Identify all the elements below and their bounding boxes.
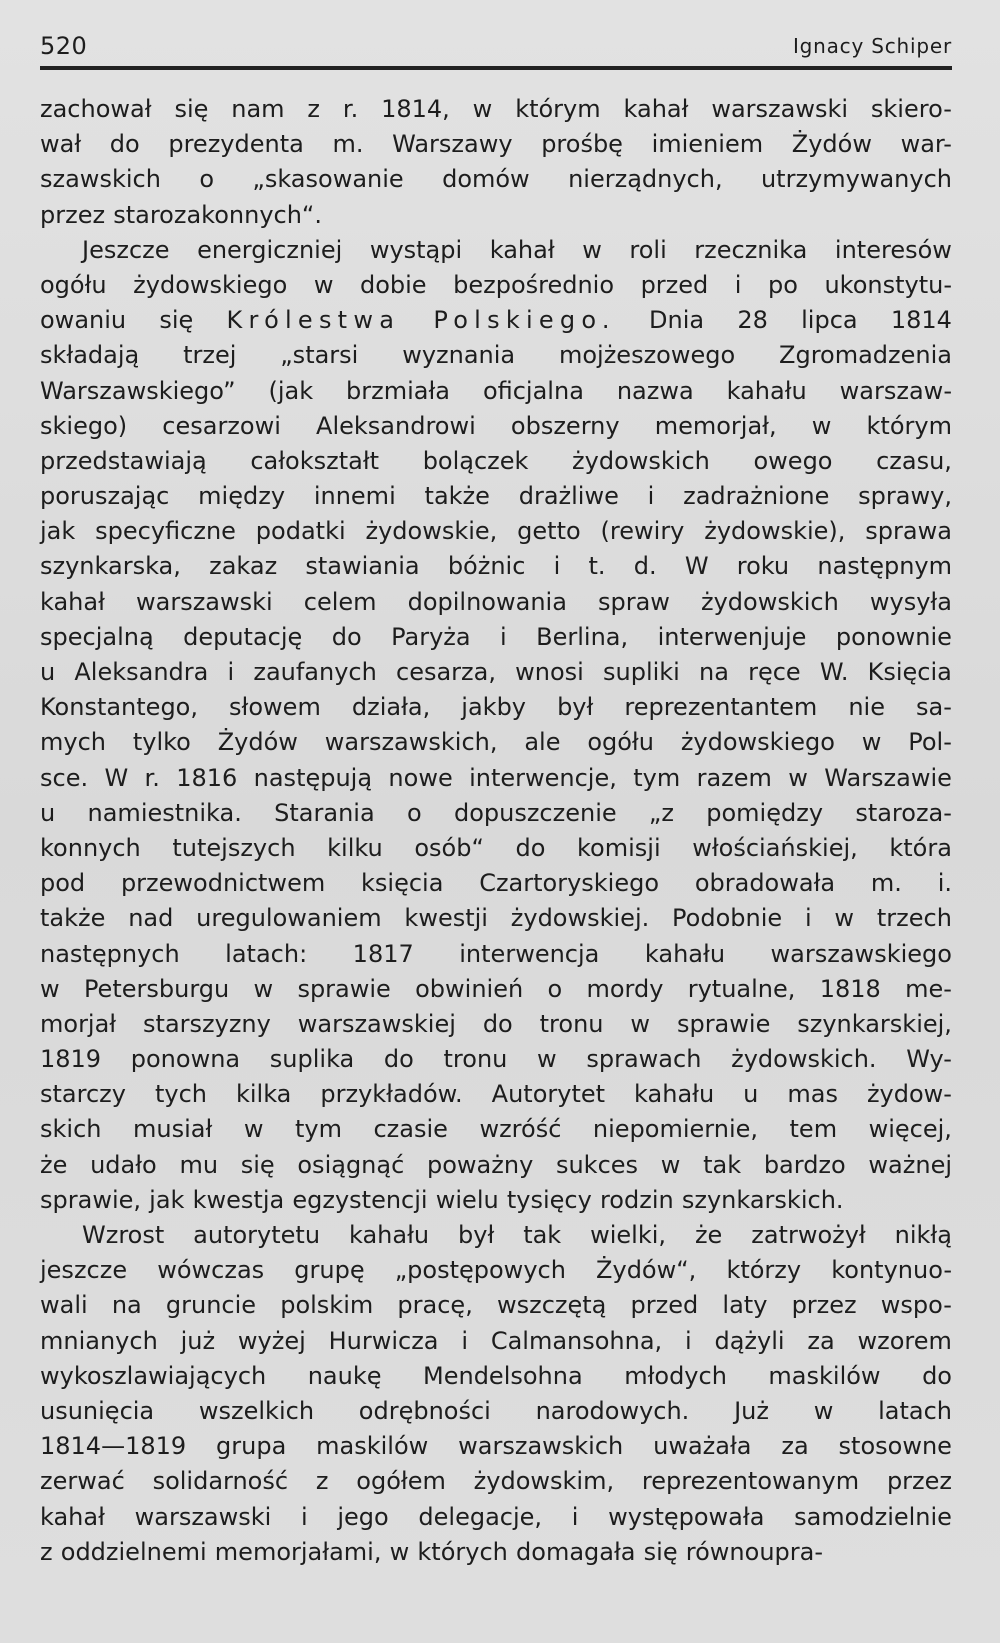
text-line: wykoszlawiających naukę Mendelsohna młodych maskilów do [40, 1361, 952, 1390]
text-line: Warszawskiego” (jak brzmiała oficjalna nazwa kahału warszaw- [40, 376, 952, 405]
text-line: 1819 ponowna suplika do tronu w sprawach żydowskich. Wy- [40, 1045, 952, 1074]
header-rule [40, 66, 952, 70]
text-line: zerwać solidarność z ogółem żydowskim, reprezentowanym przez [40, 1467, 952, 1496]
text-line: Wzrost autorytetu kahału był tak wielki, że zatrwożył nikłą [82, 1221, 952, 1249]
text-line: usunięcia wszelkich odrębności narodowych. Już w latach [40, 1396, 952, 1425]
text-line: wali na gruncie polskim pracę, wszczętą przed laty przez wspo- [40, 1291, 952, 1320]
text-line: szawskich o „skasowanie domów nierządnych, utrzymywanych [40, 165, 952, 194]
text-line: ogółu żydowskiego w dobie bezpośrednio przed i po ukonstytu- [40, 270, 952, 299]
text-line: mych tylko Żydów warszawskich, ale ogółu żydowskiego w Pol- [40, 728, 952, 757]
text-line: z oddzielnemi memorjałami, w których domagała się równoupra- [40, 1537, 823, 1566]
text-line: specjalną deputację do Paryża i Berlina, interwenjuje ponownie [40, 622, 952, 651]
text-line: przedstawiają całokształt bolączek żydowskich owego czasu, [40, 446, 952, 475]
text-line: mnianych już wyżej Hurwicza i Calmansohna, i dążyli za wzorem [40, 1326, 952, 1355]
text-line: kahał warszawski i jego delegacje, i występowała samodzielnie [40, 1502, 952, 1531]
running-head: Ignacy Schiper [792, 34, 952, 58]
text-line: owaniu się Królestwa Polskiego. Dnia 28 lipca 1814 [40, 306, 952, 335]
page-number: 520 [40, 32, 88, 60]
text-line: poruszając między innemi także drażliwe i zadrażnione sprawy, [40, 482, 952, 511]
text-line: 1814—1819 grupa maskilów warszawskich uważała za stosowne [40, 1432, 952, 1461]
text-line: pod przewodnictwem księcia Czartoryskiego obradowała m. i. [40, 869, 952, 898]
text-line: Konstantego, słowem działa, jakby był reprezentantem nie sa- [40, 693, 952, 722]
text-line: skich musiał w tym czasie wzróść niepomiernie, tem więcej, [40, 1115, 952, 1144]
text-line: składają trzej „starsi wyznania mojżeszowego Zgromadzenia [40, 341, 952, 370]
text-line: szynkarska, zakaz stawiania bóżnic i t. d. W roku następnym [40, 552, 952, 581]
text-line: że udało mu się osiągnąć poważny sukces w tak bardzo ważnej [40, 1150, 952, 1179]
text-line: sce. W r. 1816 następują nowe interwencje, tym razem w Warszawie [40, 763, 952, 792]
text-line: morjał starszyzny warszawskiej do tronu w sprawie szynkarskiej, [40, 1009, 952, 1038]
text-line: u namiestnika. Starania o dopuszczenie „z pomiędzy staroza- [40, 798, 952, 827]
text-line: sprawie, jak kwestja egzystencji wielu tysięcy rodzin szynkarskich. [40, 1185, 844, 1214]
text-line: skiego) cesarzowi Aleksandrowi obszerny memorjał, w którym [40, 411, 952, 440]
text-line: w Petersburgu w sprawie obwinień o mordy rytualne, 1818 me- [40, 974, 952, 1003]
text-line: jak specyficzne podatki żydowskie, getto (rewiry żydowskie), sprawa [40, 517, 952, 546]
text-line: jeszcze wówczas grupę „postępowych Żydów“, którzy kontynuo- [40, 1256, 952, 1285]
text-line: starczy tych kilka przykładów. Autorytet kahału u mas żydow- [40, 1080, 952, 1109]
text-line: zachował się nam z r. 1814, w którym kahał warszawski skiero- [40, 95, 952, 123]
text-line: u Aleksandra i zaufanych cesarza, wnosi supliki na ręce W. Księcia [40, 658, 952, 686]
text-line: konnych tutejszych kilku osób“ do komisji włościańskiej, która [40, 833, 952, 862]
page-header [40, 28, 952, 64]
body-text [40, 92, 952, 1570]
text-line: także nad uregulowaniem kwestji żydowskiej. Podobnie i w trzech [40, 904, 952, 933]
text-line: wał do prezydenta m. Warszawy prośbę imieniem Żydów war- [40, 130, 952, 159]
text-line: Jeszcze energiczniej wystąpi kahał w roli rzecznika interesów [82, 235, 952, 264]
text-line: kahał warszawski celem dopilnowania spraw żydowskich wysyła [40, 587, 952, 616]
text-line: przez starozakonnych“. [40, 200, 322, 229]
text-line: następnych latach: 1817 interwencja kahału warszawskiego [40, 939, 952, 968]
